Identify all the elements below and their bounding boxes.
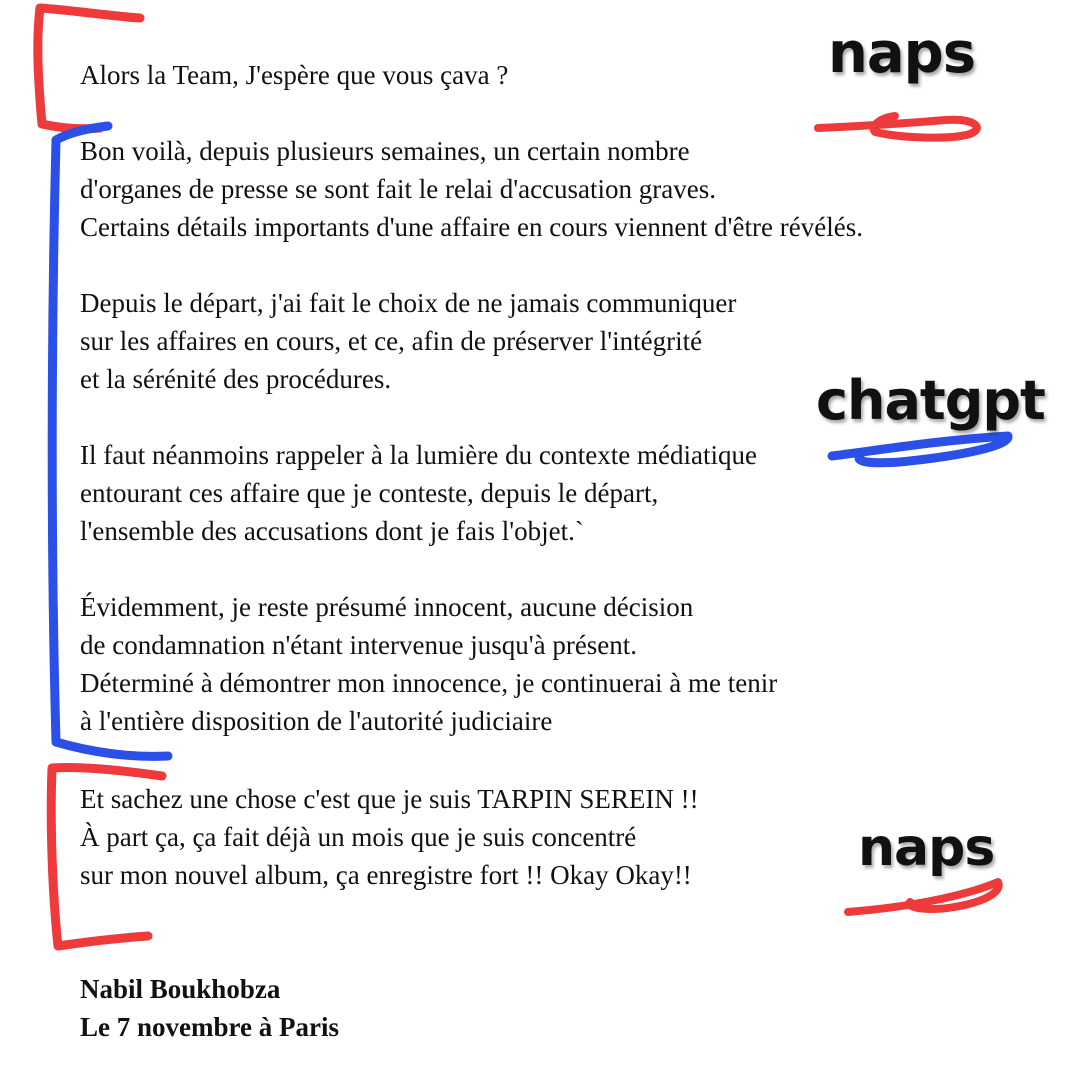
- blue-underline: [832, 436, 1008, 463]
- chatgpt-label: chatgpt: [816, 369, 1045, 432]
- paragraph-2-line-3: et la sérénité des procédures.: [80, 364, 392, 394]
- bottom-red-underline: [848, 882, 999, 912]
- signature-name: Nabil Boukhobza: [80, 974, 281, 1004]
- paragraph-4-line-3: Déterminé à démontrer mon innocence, je continuerai à me tenir: [80, 668, 778, 698]
- paragraph-3-line-1: Il faut néanmoins rappeler à la lumière du contexte médiatique: [80, 440, 757, 470]
- bottom-naps-label: naps: [858, 818, 995, 878]
- paragraph-2-line-2: sur les affaires en cours, et ce, afin de préserver l'intégrité: [80, 326, 703, 356]
- paragraph-1-line-3: Certains détails importants d'une affaire en cours viennent d'être révélés.: [80, 212, 863, 242]
- paragraph-5-line-2: À part ça, ça fait déjà un mois que je suis concentré: [80, 822, 637, 852]
- paragraph-3-line-3: l'ensemble des accusations dont je fais l'objet.`: [80, 516, 584, 546]
- bottom-red-bracket: [51, 767, 162, 946]
- paragraph-2-line-1: Depuis le départ, j'ai fait le choix de ne jamais communiquer: [80, 288, 737, 318]
- signature-place-date: Le 7 novembre à Paris: [80, 1012, 339, 1042]
- paragraph-4-line-2: de condamnation n'étant intervenue jusqu'à présent.: [80, 630, 638, 660]
- blue-bracket: [52, 126, 168, 756]
- paragraph-1-line-1: Bon voilà, depuis plusieurs semaines, un certain nombre: [80, 136, 690, 166]
- paragraph-4-line-4: à l'entière disposition de l'autorité judiciaire: [80, 706, 553, 736]
- paragraph-5-line-1: Et sachez une chose c'est que je suis TARPIN SEREIN !!: [80, 784, 699, 814]
- top-red-bracket: [38, 8, 140, 129]
- paragraph-5-line-3: sur mon nouvel album, ça enregistre fort !! Okay Okay!!: [80, 860, 692, 890]
- paragraph-4-line-1: Évidemment, je reste présumé innocent, aucune décision: [80, 592, 694, 622]
- top-red-underline: [818, 116, 977, 138]
- paragraph-1-line-2: d'organes de presse se sont fait le relai d'accusation graves.: [80, 174, 717, 204]
- top-naps-label: naps: [828, 21, 976, 86]
- paragraph-3-line-2: entourant ces affaire que je conteste, depuis le départ,: [80, 478, 659, 508]
- greeting-line: Alors la Team, J'espère que vous çava ?: [80, 60, 509, 90]
